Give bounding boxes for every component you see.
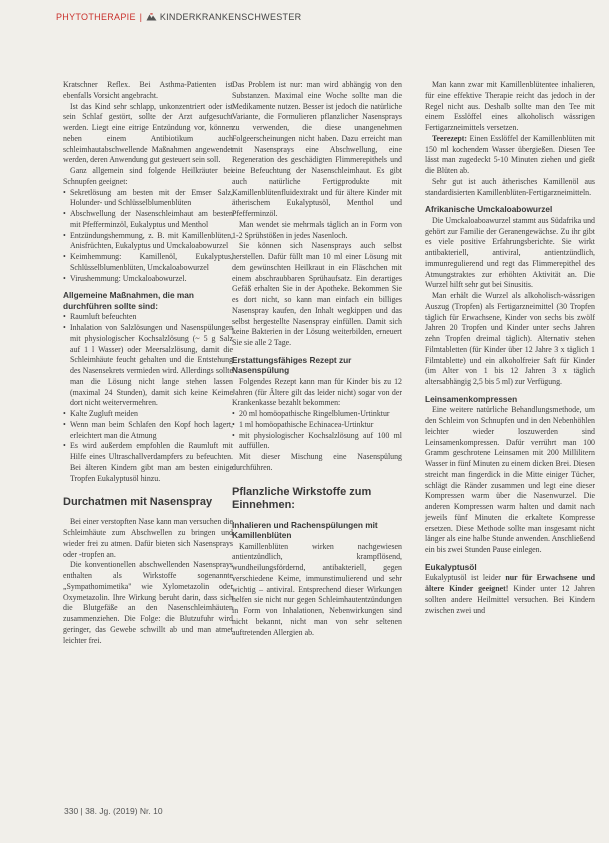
body-paragraph: Das Problem ist nur: man wird abhängig von den Substanzen. Maximal eine Woche sollte man die Medikamente nutzen. Besser ist jedoch die natürliche Variante, die Formulieren pflanzlicher Nasensprays zu verwenden, die diese unangenehmen Folgeerscheinungen nicht haben. Dazu erreicht man mit Nasensprays eine Abschwellung, eine Regeneration des geschädigten Flimmerepithels und eine Befeuchtung der Nasenschleimhaut. Es gibt auch natürliche Fertigprodukte mit Kamillenblütenfluidextrakt und für ältere Kinder mit ätherischem Eukalyptusöl, Menthol und Pfefferminzöl. [232, 80, 402, 218]
publication-logo-icon [146, 13, 157, 21]
list-item: • Keimhemmung: Kamillenöl, Eukalyptus, Schlüsselblumenblüten, Umckaloabowurzel [63, 252, 233, 274]
body-paragraph: Man kann zwar mit Kamillenblütentee inhalieren, für eine effektive Therapie reicht das jedoch in der Regel nicht aus. Deshalb sollte man den Tee mit einem Esslöffel eines alkoholisch wässrigen Fertigarzneimittels versetzen. [425, 80, 595, 132]
body-paragraph: Sie können sich Nasensprays auch selbst herstellen. Dafür füllt man 10 ml einer Lösung mit dem gewünschten Heilkraut in ein Fläschchen mit einem abschraubbaren Sprühaufsatz. Ein derartiges Gefäß erhalten Sie in der Apotheke. Bekommen Sie es dort nicht, so kann man einfach ein billiges Nasenspray kaufen, den Inhalt wegkippen und das selbst hergestellte Nasenspray einfüllen. Damit sich keine Bakterien in der Lösung weiterbilden, erneuert Sie sie alle 2 Tage. [232, 241, 402, 347]
list-item: • Es wird außerdem empfohlen die Raumluft mit Hilfe eines Ultraschallverdampfers zu befeuchten. Bei älteren Kindern gibt man am besten einige Tropfen Eukalyptusöl hinzu. [63, 441, 233, 484]
body-paragraph [425, 573, 595, 616]
body-paragraph: Man wendet sie mehrmals täglich an in Form von 1-2 Sprühstößen in jedes Nasenloch. [232, 219, 402, 240]
list-item: • Sekretlösung am besten mit der Emser Salz, Holunder- und Schlüsselblumenblüten [63, 188, 233, 210]
list-item: • Wenn man beim Schlafen den Kopf hoch lagert, erleichtert man die Atmung [63, 420, 233, 442]
body-paragraph [425, 134, 595, 177]
article-column-2 [232, 80, 402, 638]
header-category: PHYTOTHERAPIE [56, 12, 136, 22]
body-paragraph: Eine weitere natürliche Behandlungsmethode, um den Schleim von Schnupfen und in den Nebenhöhlen leichter wieder loszuwerden sind Leinsamenkompressen. Dafür verrührt man 100 Gramm geschrotene Leinsamen mit 200 Millilitern Wasser in fünf Minuten zu einem dicken Brei. Diesen streicht man fingerdick in die Mitte einiger Tücher, schlägt die Ränder zusammen und legt eine dieser Kompressen warm über die Nasenwurzel. Die anderen Kompressen warm halten und damit nach jeweils fünf Minuten die erkaltete Kompresse ersetzen. Diese Methode sollte man insgesamt nicht länger als eine halbe Stunde anwenden. Anschließend ein bis zwei Stunden Pause einlegen. [425, 405, 595, 554]
list-item: • Entzündungshemmung, z. B. mit Kamillenblüten, Anisfrüchten, Eukalyptus und Umckaloabowurzel [63, 231, 233, 253]
subheading: Durchatmen mit Nasenspray [63, 496, 213, 509]
section-heading: Allgemeine Maßnahmen, die man durchführen sollte sind: [63, 290, 194, 311]
list-item: • 20 ml homöopathische Ringelblumen-Urtinktur [232, 409, 402, 420]
article-column-3 [425, 80, 595, 616]
section-heading: Eukalyptusöl [425, 561, 477, 572]
paragraph-text: Einen Esslöffel der Kamillenblüten mit 150 ml kochendem Wasser übergießen. Diesen Tee lässt man zugedeckt 5-10 Minuten ziehen und gießt die Blüten ab. [425, 133, 595, 175]
section-heading: Afrikanische Umckaloabowurzel [425, 204, 553, 215]
list-item: • Virushemmung: Umckaloabowurzel. [63, 274, 233, 285]
body-paragraph: Folgendes Rezept kann man für Kinder bis zu 12 Jahren (für Ältere gilt das leider nicht) sogar von der Krankenkasse bezahlt bekommen: [232, 376, 402, 408]
body-paragraph: Sehr gut ist auch ätherisches Kamillenöl aus standardisierten Kamillenblüten-Fertigarzneimitteln. [425, 176, 595, 197]
body-paragraph: Kratschner Reflex. Bei Asthma-Patienten ist ebenfalls Vorsicht angebracht. [63, 80, 233, 100]
list-item: • Abschwellung der Nasenschleimhaut am besten mit Pfefferminzöl, Eukalyptus und Menthol [63, 209, 233, 231]
paragraph-text: Kinder unter 12 Jahren sollten andere Heilmittel versuchen. Bei Kindern zwischen zwei und [425, 584, 596, 615]
body-paragraph: Mit dieser Mischung eine Nasenspülung durchführen. [232, 452, 402, 472]
running-header [56, 12, 301, 22]
list-item: • Raumluft befeuchten [63, 312, 233, 323]
body-paragraph: Man erhält die Wurzel als alkoholisch-wässrigen Auszug (Tropfen) als Fertigarzneimittel (30 Tropfen täglich für Erwachsene, Kinder von sechs bis zwölf Jahren 20 Tropfen und Kinder unter sechs Jahren zehn Tropfen dreimal täglich). Alternativ stehen Filmtabletten (für Kinder über 12 Jahre 3 x täglich 1 Filmtablette) und ein alkoholfreier Saft für Kinder (im Alter von 1 bis 12 Jahren 3 x täglich altersabhängig 2,5 bis 5 ml) zur Verfügung. [425, 291, 595, 386]
page-footer: 330 | 38. Jg. (2019) Nr. 10 [64, 806, 163, 816]
list-item: • 1 ml homöopathische Echinacea-Urtinktur [232, 420, 402, 431]
emphasis-text: nur für Erwachsene und ältere Kinder geeignet! [425, 573, 595, 593]
section-heading: Inhalieren und Rachenspülungen mit Kamillenblüten [232, 519, 378, 540]
herb-list [63, 188, 233, 285]
paragraph-text: Eukalyptusöl ist leider [425, 573, 506, 583]
body-paragraph: Die Umckaloaboawurzel stammt aus Südafrika und gehört zur Familie der Geranengewächse. Zu ihr gibt es viele positive Erfahrungsberichte. Sie wirkt antibakteriell, antiviral, antientzündlich, immunregulierend und regt das Flimmerepithel des Atmungstraktes zur erhöhten Aktivität an. Die Wurzel hilft sehr gut bei Sinusitis. [425, 215, 595, 290]
list-item: • mit physiologischer Kochsalzlösung auf 100 ml auffüllen. [232, 431, 402, 453]
section-heading: Erstattungsfähiges Rezept zur Nasenspülung [232, 354, 352, 376]
body-paragraph: Ist das Kind sehr schlapp, unkonzentriert oder ist sein Schlaf gestört, sollte der Arzt aufgesucht werden. Liegt eine eitrige Entzündung vor, können neben einem Antibiotikum auch schleimhautabschwellende Maßnahmen angewendet werden, deren Anwendung gut gesteuert sein soll. [63, 101, 233, 165]
body-paragraph: Ganz allgemein sind folgende Heilkräuter bei Schnupfen geeignet: [63, 166, 233, 186]
pipe-icon: | [139, 12, 143, 22]
section-heading: Leinsamenkompressen [425, 393, 518, 404]
inline-label: Teerezept: [432, 133, 468, 143]
subheading: Pflanzliche Wirkstoffe zum Einnehmen: [232, 485, 372, 511]
recipe-list [232, 409, 402, 452]
body-paragraph: Bei einer verstopften Nase kann man versuchen die Schleimhäute zum Abschwellen zu bringen und wieder frei zu atmen. Dafür bieten sich Nasensprays oder -tropfen an. [63, 517, 233, 559]
list-item: • Inhalation von Salzlösungen und Nasenspülungen mit physiologischer Kochsalzlösung (~ 5 g Salz auf 1 l Wasser) oder Meersalzlösung, damit die Schleimhäute feucht gehalten und die Entstehung des Nasensekrets vermieden wird. Allerdings sollte man die Lösung nicht lange stehen lassen (maximal 24 Stunden), damit sich keine Keime dort nicht weitervermehren. [63, 323, 233, 409]
measures-list [63, 312, 233, 484]
body-paragraph: Kamillenblüten wirken nachgewiesen antientzündlich, krampflösend, wundheilungsfördernd, antibakteriell, gegen verschiedene Keime, immunstimulierend und sehr wichtig – antiviral. Entsprechend dieser Wirkungen helfen sie nicht nur gegen Schleimhautentzündungen in Form von Inhalationen, Nebenwirkungen sind nicht bekannt, nicht man von sehr seltenen auftretenden Allergien ab. [232, 541, 402, 637]
body-paragraph: Die konventionellen abschwellenden Nasensprays enthalten als Wirkstoffe sogenannte „Sympathomimetika" wie Xylometazolin oder Oxymetazolin. Ihre Wirkung beruht darin, dass sich die Blutgefäße an den Nasenschleimhäuten zusammenziehen. Die Folge: die Blutzufuhr wird geringer, das Gewebe schwillt ab und man atmet leichter frei. [63, 560, 233, 645]
article-column-1 [63, 80, 233, 646]
header-publication: KINDERKRANKENSCHWESTER [159, 12, 302, 22]
list-item: • Kalte Zugluft meiden [63, 409, 233, 420]
